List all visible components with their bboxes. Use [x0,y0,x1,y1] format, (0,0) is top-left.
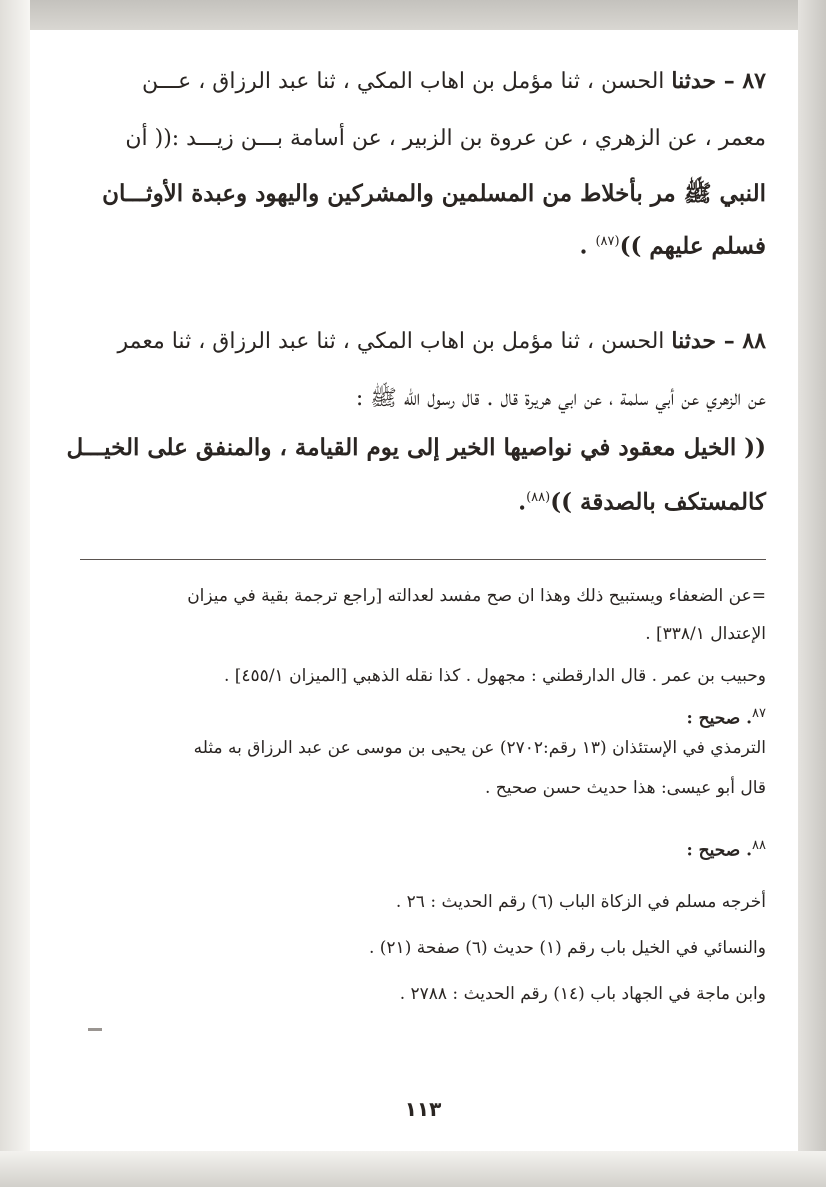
book-page [66,0,766,1187]
hadith-88-text-end: كالمستكف بالصدقة )) [550,488,766,516]
hadith-87-text-end: فسلم عليهم )) [619,232,766,260]
hadith-88-isnad: الحسن ، ثنا مؤمل بن اهاب المكي ، ثنا عبد الرزاق ، ثنا معمر [117,329,672,354]
scan-shadow-right [798,0,826,1187]
page-number: ١١٣ [404,1097,442,1121]
footnote-88-heading [80,834,766,863]
hadith-88-period: . [518,488,527,516]
hadith-87-line-1 [80,66,766,97]
footnote-continuation-line-2: الإعتدال ٣٣٨/١] . [645,624,766,644]
footnote-87-line-1: الترمذي في الإستئذان (١٣ رقم:٢٧٠٢) عن يحيى بن موسى عن عبد الرزاق به مثله [193,738,766,758]
footnote-87-number: ٨٧ [752,706,766,721]
footnote-88-line-1: أخرجه مسلم في الزكاة الباب (٦) رقم الحديث : ٢٦ . [395,892,766,912]
margin-dash-mark [88,1028,102,1031]
hadith-88-footnote-ref: (٨٨) [526,490,551,505]
footnote-87-line-2: قال أبو عيسى: هذا حديث حسن صحيح . [484,778,766,798]
footnote-88-grade: . صحيح : [686,840,753,861]
hadith-87-text-line-2 [80,226,766,263]
footnote-88-line-2: والنسائي في الخيل باب رقم (١) حديث (٦) صفحة (٢١) . [368,938,766,958]
hadith-88-line-2: عن الزهري عن أبي سلمة ، عن ابي هريرة قال . قال رسول الله ﷺ : [355,386,766,411]
footnote-87-heading [80,702,766,731]
footnote-divider [80,559,766,560]
footnote-88-line-3: وابن ماجة في الجهاد باب (١٤) رقم الحديث : ٢٧٨٨ . [399,984,766,1004]
footnote-continuation-line-1: =عن الضعفاء ويستبيح ذلك وهذا ان صح مفسد لعدالته [راجع ترجمة بقية في ميزان [187,586,766,606]
hadith-88-number: ٨٨ – حدثنا [671,328,766,354]
hadith-87-line-2: معمر ، عن الزهري ، عن عروة بن الزبير ، عن أسامة بـــن زيـــد :(( أن [125,126,766,151]
hadith-88-text-line-2 [80,482,766,519]
hadith-87-text-line-1: النبي ﷺ مر بأخلاط من المسلمين والمشركين واليهود وعبدة الأوثـــان [102,180,766,207]
hadith-87-number: ٨٧ – حدثنا [671,68,766,94]
footnote-continuation-line-3: وحبيب بن عمر . قال الدارقطني : مجهول . كذا نقله الذهبي [الميزان ٤٥٥/١] . [223,666,766,686]
hadith-87-footnote-ref: (٨٧) [595,234,620,249]
hadith-88-text-line-1: (( الخيل معقود في نواصيها الخير إلى يوم القيامة ، والمنفق على الخيـــل [66,434,766,461]
scan-shadow-left [0,0,30,1187]
footnote-88-number: ٨٨ [752,838,766,853]
hadith-87-period: . [579,232,596,260]
hadith-88-line-1 [80,326,766,357]
hadith-87-isnad: الحسن ، ثنا مؤمل بن اهاب المكي ، ثنا عبد الرزاق ، عـــن [141,69,672,94]
footnote-87-grade: . صحيح : [686,708,753,729]
